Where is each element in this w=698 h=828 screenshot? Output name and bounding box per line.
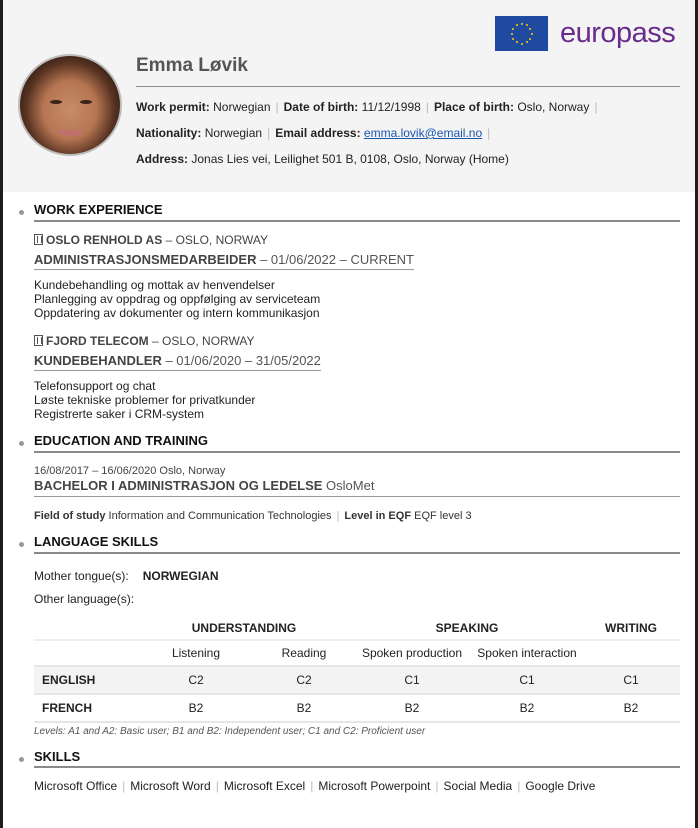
mother-tongue-value: NORWEGIAN <box>142 569 219 583</box>
employer-location: – OSLO, NORWAY <box>162 233 269 247</box>
field-label: Field of study <box>34 510 106 522</box>
language-row <box>34 666 680 694</box>
other-languages-label: Other language(s): <box>34 592 135 606</box>
duty-item: Kundebehandling og mottak av henvendelser <box>34 278 275 292</box>
employer-name: OSLO RENHOLD AS <box>46 233 163 247</box>
level-cell: B2 <box>352 694 472 722</box>
cv-page <box>3 0 695 828</box>
eqf-label: Level in EQF <box>344 510 412 522</box>
skills-heading: SKILLS <box>34 749 81 764</box>
job-position: ADMINISTRASJONSMEDARBEIDER <box>34 252 257 267</box>
pob-label: Place of birth: <box>433 100 514 114</box>
mother-tongue-line <box>34 569 219 583</box>
work-experience-heading: WORK EXPERIENCE <box>34 202 163 217</box>
duty-item: Løste tekniske problemer for privatkunder <box>34 393 256 407</box>
europass-wordmark: europass <box>560 17 676 49</box>
employer-location: – OSLO, NORWAY <box>148 334 255 348</box>
education-details: Field of study Information and Communication Technologies | Level in EQF EQF level 3 <box>34 510 472 522</box>
level-cell: B2 <box>582 694 680 722</box>
building-icon <box>34 335 43 346</box>
flag-star <box>529 28 531 30</box>
job-title-line <box>34 252 414 270</box>
education-divider <box>34 496 680 497</box>
levels-legend: Levels: A1 and A2: Basic user; B1 and B2: Independent user; C1 and C2: Proficient user <box>34 726 426 737</box>
job-position: KUNDEBEHANDLER <box>34 353 162 368</box>
level-cell: B2 <box>472 694 582 722</box>
flag-star <box>531 33 533 35</box>
duty-item: Planlegging av oppdrag og oppfølging av serviceteam <box>34 292 321 306</box>
duty-item: Registrerte saker i CRM-system <box>34 407 205 421</box>
building-icon <box>34 234 43 245</box>
skill-item: Google Drive <box>525 779 596 793</box>
job-dates: – 01/06/2020 – 31/05/2022 <box>161 353 321 368</box>
person-name: Emma Løvik <box>136 55 248 76</box>
personal-info-line-1: Work permit: Norwegian | Date of birth: 11/12/1998 | Place of birth: Oslo, Norway | <box>136 100 598 114</box>
level-cell: B2 <box>256 694 352 722</box>
work-permit-label: Work permit: <box>136 100 210 114</box>
flag-star <box>521 43 523 45</box>
nationality-value: Norwegian <box>204 126 263 140</box>
pob-value: Oslo, Norway <box>517 100 590 114</box>
skill-item: Social Media <box>443 779 513 793</box>
level-cell: C1 <box>472 666 582 694</box>
section-divider <box>34 766 680 768</box>
col-reading: Reading <box>256 640 352 666</box>
language-row <box>34 694 680 722</box>
job-title-line <box>34 353 321 371</box>
section-divider <box>34 220 680 222</box>
email-label: Email address: <box>275 126 361 140</box>
mother-tongue-label: Mother tongue(s): <box>34 569 129 583</box>
address-value: Jonas Lies vei, Leilighet 501 B, 0108, Oslo, Norway (Home) <box>191 152 509 166</box>
eu-flag-icon <box>495 16 548 51</box>
cv-header <box>3 0 695 192</box>
skill-item: Microsoft Powerpoint <box>318 779 431 793</box>
section-bullet <box>19 542 24 547</box>
address-label: Address: <box>136 152 189 166</box>
job-dates: – 01/06/2022 – CURRENT <box>256 252 414 267</box>
flag-star <box>516 24 518 26</box>
language-table <box>34 617 680 723</box>
flag-star <box>529 38 531 40</box>
language-table-subheader <box>34 640 680 666</box>
job-duties <box>34 379 255 421</box>
group-writing: WRITING <box>582 617 680 640</box>
language-name: FRENCH <box>34 694 136 722</box>
nationality-label: Nationality: <box>136 126 202 140</box>
section-bullet <box>19 441 24 446</box>
col-spoken-production: Spoken production <box>352 640 472 666</box>
duty-item: Telefonsupport og chat <box>34 379 156 393</box>
employer-line <box>34 334 254 348</box>
job-duties <box>34 278 320 320</box>
email-link[interactable]: emma.lovik@email.no <box>363 126 483 140</box>
skill-item: Microsoft Excel <box>223 779 306 793</box>
eqf-value: EQF level 3 <box>411 510 472 522</box>
institution-name: OsloMet <box>322 478 375 493</box>
language-skills-heading: LANGUAGE SKILLS <box>34 534 159 549</box>
flag-star <box>521 23 523 25</box>
skills-list: Microsoft Office | Microsoft Word | Microsoft Excel | Microsoft Powerpoint | Social Media | Google Drive <box>34 779 596 793</box>
education-degree-line <box>34 478 374 493</box>
flag-star <box>516 41 518 43</box>
col-listening: Listening <box>136 640 256 666</box>
dob-label: Date of birth: <box>283 100 359 114</box>
section-divider <box>34 451 680 453</box>
skill-item: Microsoft Word <box>130 779 211 793</box>
personal-info-line-3 <box>136 152 509 166</box>
education-heading: EDUCATION AND TRAINING <box>34 433 209 448</box>
work-permit-value: Norwegian <box>213 100 271 114</box>
section-bullet <box>19 757 24 762</box>
flag-star <box>526 41 528 43</box>
col-spoken-interaction: Spoken interaction <box>472 640 582 666</box>
level-cell: B2 <box>136 694 256 722</box>
duty-item: Oppdatering av dokumenter og intern kommunikasjon <box>34 306 320 320</box>
language-name: ENGLISH <box>34 666 136 694</box>
name-divider <box>136 86 680 87</box>
section-bullet <box>19 210 24 215</box>
degree-name: BACHELOR I ADMINISTRASJON OG LEDELSE <box>34 478 323 493</box>
europass-logo <box>495 16 675 51</box>
level-cell: C2 <box>136 666 256 694</box>
level-cell: C1 <box>582 666 680 694</box>
employer-line <box>34 233 268 247</box>
field-value: Information and Communication Technologies <box>105 510 332 522</box>
level-cell: C1 <box>352 666 472 694</box>
flag-star <box>511 33 513 35</box>
language-table-group-header <box>34 617 680 640</box>
section-divider <box>34 552 680 554</box>
flag-star <box>526 24 528 26</box>
employer-name: FJORD TELECOM <box>46 334 149 348</box>
dob-value: 11/12/1998 <box>361 100 421 114</box>
group-understanding: UNDERSTANDING <box>136 617 352 640</box>
skill-item: Microsoft Office <box>34 779 118 793</box>
flag-star <box>512 38 514 40</box>
personal-info-line-2: Nationality: Norwegian | Email address: emma.lovik@email.no | <box>136 126 491 140</box>
profile-photo <box>18 54 122 156</box>
level-cell: C2 <box>256 666 352 694</box>
flag-star <box>512 28 514 30</box>
education-dates-location: 16/08/2017 – 16/06/2020 Oslo, Norway <box>34 465 226 477</box>
group-speaking: SPEAKING <box>352 617 582 640</box>
